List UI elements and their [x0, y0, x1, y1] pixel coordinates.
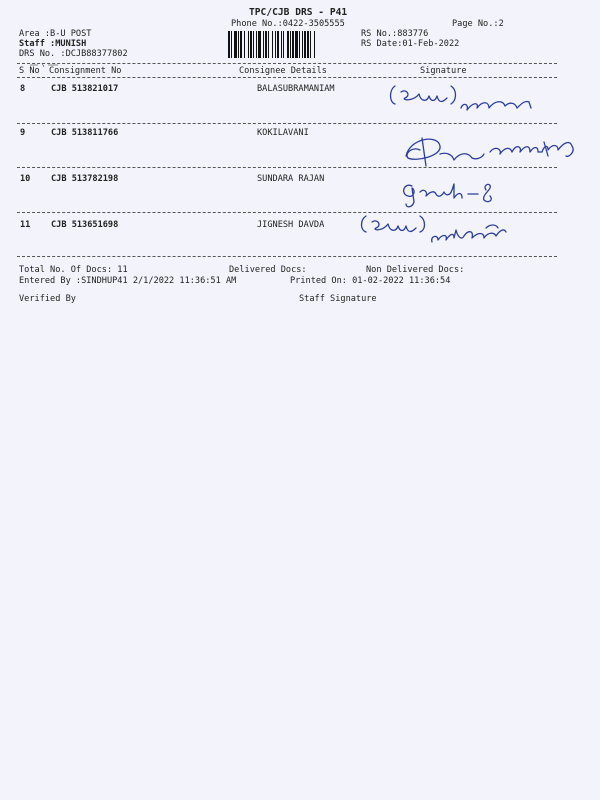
row-consignment-no: CJB 513651698 — [51, 220, 119, 230]
column-header-signature: Signature — [420, 66, 467, 76]
drs-number: DRS No. :DCJB88377802 — [19, 49, 128, 59]
row-sno: 11 — [20, 220, 31, 230]
row-consignment-no: CJB 513821017 — [51, 84, 119, 94]
row-consignment-no: CJB 513811766 — [51, 128, 119, 138]
signature-image — [398, 132, 588, 176]
rs-date: RS Date:01-Feb-2022 — [361, 39, 460, 49]
signature-image — [398, 176, 508, 210]
entered-by: Entered By :SINDHUP41 2/1/2022 11:36:51 AM — [19, 276, 237, 286]
area-label: Area :B-U POST — [19, 29, 92, 39]
barcode — [228, 31, 352, 58]
column-header-sno: S No — [19, 66, 40, 76]
divider — [17, 167, 557, 168]
signature-image — [385, 78, 545, 118]
divider — [17, 63, 557, 64]
row-consignee: SUNDARA RAJAN — [257, 174, 325, 184]
row-consignee: BALASUBRAMANIAM — [257, 84, 335, 94]
divider — [17, 123, 557, 124]
row-consignee: KOKILAVANI — [257, 128, 309, 138]
total-docs: Total No. Of Docs: 11 — [19, 265, 128, 275]
column-header-consignment: Consignment No — [49, 66, 122, 76]
divider — [17, 256, 557, 257]
row-consignment-no: CJB 513782198 — [51, 174, 119, 184]
row-sno: 8 — [20, 84, 26, 94]
document-title: TPC/CJB DRS - P41 — [249, 7, 348, 18]
staff-label: Staff :MUNISH — [19, 39, 87, 49]
printed-on: Printed On: 01-02-2022 11:36:54 — [290, 276, 451, 286]
signature-image — [358, 210, 528, 250]
page-number: Page No.:2 — [452, 19, 504, 29]
row-consignee: JIGNESH DAVDA — [257, 220, 325, 230]
row-sno: 10 — [20, 174, 31, 184]
phone-number: Phone No.:0422-3505555 — [231, 19, 345, 29]
column-header-consignee: Consignee Details — [239, 66, 327, 76]
row-sno: 9 — [20, 128, 26, 138]
non-delivered-docs: Non Delivered Docs: — [366, 265, 465, 275]
staff-signature-label: Staff Signature — [299, 294, 377, 304]
delivered-docs: Delivered Docs: — [229, 265, 307, 275]
rs-number: RS No.:883776 — [361, 29, 429, 39]
verified-by-label: Verified By — [19, 294, 76, 304]
